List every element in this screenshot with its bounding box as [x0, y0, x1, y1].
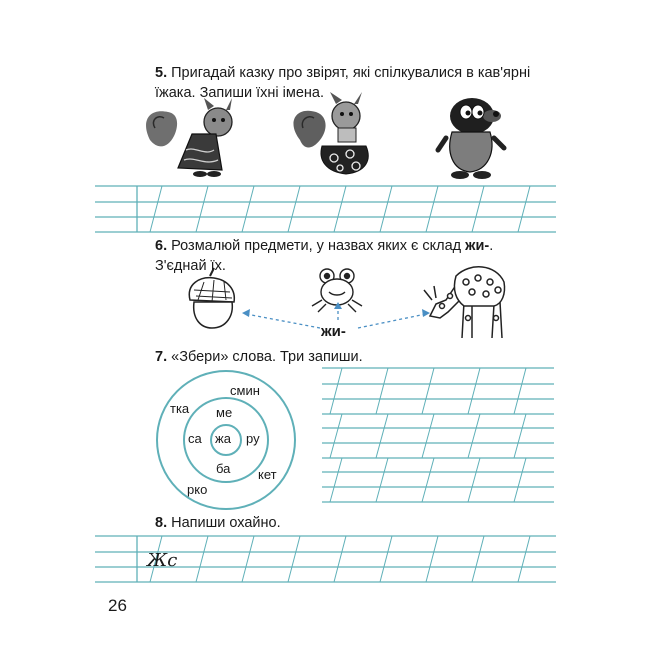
inner-syllable-2: са [188, 431, 202, 446]
inner-syllable-3: ру [246, 431, 260, 446]
outer-syllable-3: кет [258, 467, 277, 482]
writing-lines-task5 [95, 186, 556, 232]
outer-syllable-1: смин [230, 383, 260, 398]
task6-line1-bold: жи- [465, 238, 490, 254]
squirrel-in-dress-icon [146, 98, 232, 177]
task6-text [155, 236, 555, 276]
squirrel-in-skirt-icon [293, 92, 368, 174]
outer-syllable-4: рко [187, 482, 208, 497]
task7-text [155, 347, 455, 367]
task8-text [155, 513, 455, 533]
inner-syllable-4: ба [216, 461, 231, 476]
center-syllable: жи- [321, 323, 346, 340]
task5-line1: Пригадай казку про звірят, які спілкувалися в кав'ярні [171, 65, 531, 81]
task7-number: 7. [155, 349, 168, 365]
outer-syllable-2: тка [170, 401, 190, 416]
sample-letter: Жс [147, 550, 178, 571]
task8-instruction: Напиши охайно. [171, 515, 281, 531]
task6-number: 6. [155, 238, 168, 254]
writing-lines-task7 [322, 368, 554, 502]
acorn-icon [189, 268, 234, 328]
task7-instruction: «Збери» слова. Три запиши. [171, 349, 363, 365]
page-number: 26 [108, 596, 127, 615]
task5-number: 5. [155, 65, 168, 81]
task6-line1-before: Розмалюй предмети, у назвах яких є склад [171, 238, 466, 254]
mole-icon [438, 98, 504, 179]
task8-number: 8. [155, 515, 168, 531]
giraffe-icon [424, 267, 505, 338]
task5-text [155, 63, 555, 103]
center-syllable-ring: жа [215, 431, 231, 446]
task5-line2: їжака. Запиши їхні імена. [155, 85, 325, 101]
task6-line2: З'єднай їх. [155, 258, 226, 274]
task6-line1-after: . [489, 238, 494, 254]
inner-syllable-1: ме [216, 405, 233, 420]
